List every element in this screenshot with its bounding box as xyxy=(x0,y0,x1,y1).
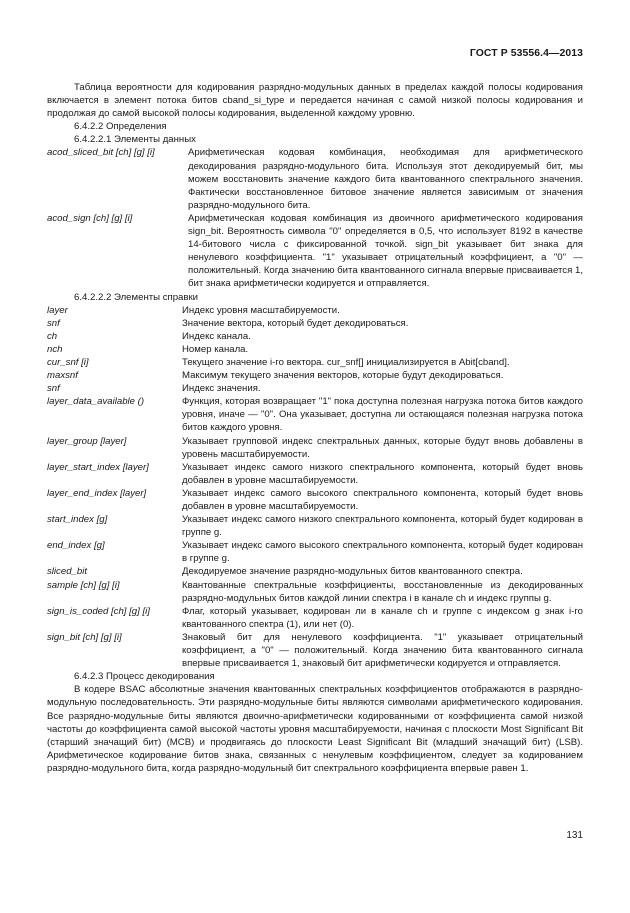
section-heading-data-elements: 6.4.2.2.1 Элементы данных xyxy=(74,134,196,146)
definition-row xyxy=(47,513,583,539)
definition-row xyxy=(47,343,583,356)
definition-text: Указывает индекс самого низкого спектрального компонента, который будет кодирован в группе g. xyxy=(182,514,583,539)
definition-text: Указывает групповой индекс спектральных данных, которые будут вновь добавлены в уровень масштабируемости. xyxy=(182,435,583,460)
definition-text: Функция, которая возвращает "1" пока доступна полезная нагрузка потока битов каждого уровня, иначе — "0". Она указывает, доступна ли остающаяся полезная нагрузка потока битов каждого уровня. xyxy=(182,396,583,434)
data-elements-list xyxy=(47,146,583,290)
section-heading-decoding-process: 6.4.2.3 Процесс декодирования xyxy=(74,671,215,683)
definition-row xyxy=(47,146,583,211)
definition-term: start_index [g] xyxy=(47,514,108,526)
definition-term: sliced_bit xyxy=(47,566,87,578)
definition-text: Указывает индекс самого высокого спектрального компонента, который будет кодирован в группе g. xyxy=(182,540,583,565)
definition-term: layer_start_index [layer] xyxy=(47,461,149,473)
page-number: 131 xyxy=(566,830,583,841)
definition-term: ch xyxy=(47,330,58,342)
definition-text: Индекс уровня масштабируемости. xyxy=(182,304,340,316)
definition-term: cur_snf [i] xyxy=(47,356,89,368)
decoding-paragraph: В кодере BSAC абсолютные значения квантованных спектральных коэффициентов отображаются в разрядно-модульную последовательность. Эти разрядно-модульные биты являются символами арифметического кодирования. Все разрядно-модульные биты являются двоично-арифметически кодированными от коэффициента самой низкой частоты до коэффициента самой высокой частоты уровня масштабируемости, начиная с плоскости Most Significant Bit (старший значащий бит) (MCB) и продвигаясь до плоскости Least Significant Bit (младший значащий бит) (LSB). Арифметическое кодирование битов знака, связанных с ненулевым коэффициентом, следует за кодированием разрядно-модульного бита, когда разрядно-модульный бит спектрального коэффициента впервые равен 1. xyxy=(47,684,583,774)
definition-text: Знаковый бит для ненулевого коэффициента. "1" указывает отрицательный коэффициент, а "0" — положительный. Когда значению бита квантованного сигнала впервые присваивается 1, знаковый бит арифметически кодируется и отправляется. xyxy=(182,631,583,670)
definition-term: layer_data_available () xyxy=(47,396,145,408)
definition-term: nch xyxy=(47,343,63,355)
definition-text: Максимум текущего значения векторов, которые будут декодироваться. xyxy=(182,370,504,382)
definition-term: snf xyxy=(47,383,60,395)
definition-text: Значение вектора, который будет декодироваться. xyxy=(182,317,409,329)
definition-term: sample [ch] [g] [i] xyxy=(47,579,120,591)
definition-row xyxy=(47,539,583,565)
definition-row xyxy=(47,330,583,343)
body-text xyxy=(47,81,583,775)
intro-paragraph: Таблица вероятности для кодирования разрядно-модульных данных в пределах каждой полосы кодирования включается в элемент потока битов cband_si_type и передается начиная с самой низкой полосы кодирования и продолжая до самой высокой полосы кодирования, выделенной каждому уровню. xyxy=(47,82,583,120)
definition-row xyxy=(47,631,583,670)
definition-text: Текущего значение i-го вектора. cur_snf[] инициализируется в Abit[cband]. xyxy=(182,356,510,368)
definition-term: maxsnf xyxy=(47,370,78,382)
definition-text: Индекс значения. xyxy=(182,383,261,395)
help-elements-list xyxy=(47,304,583,671)
definition-text: Указывает индекс самого высокого спектрального компонента, который будет вновь добавлен в уровне масштабируемости. xyxy=(182,487,583,512)
definition-row xyxy=(47,369,583,382)
definition-term: end_index [g] xyxy=(47,540,105,552)
definition-text: Декодируемое значение разрядно-модульных битов квантованного спектра. xyxy=(182,566,523,578)
definition-term: acod_sliced_bit [ch] [g] [i] xyxy=(47,147,155,159)
definition-term: layer xyxy=(47,304,68,316)
definition-row xyxy=(47,212,583,291)
definition-row xyxy=(47,605,583,631)
definition-term: layer_end_index [layer] xyxy=(47,487,147,499)
definition-row xyxy=(47,382,583,395)
definition-text: Индекс канала. xyxy=(182,330,251,342)
definition-text: Флаг, который указывает, кодирован ли в канале ch и группе с индексом g знак i-го квантованного спектра (1), или нет (0). xyxy=(182,605,583,630)
definition-row xyxy=(47,317,583,330)
definition-text: Номер канала. xyxy=(182,343,249,355)
definition-row xyxy=(47,304,583,317)
definition-term: sign_bit [ch] [g] [i] xyxy=(47,631,122,643)
definition-text: Указывает индекс самого низкого спектрального компонента, который будет вновь добавлен в уровне масштабируемости. xyxy=(182,461,583,486)
definition-term: snf xyxy=(47,317,60,329)
definition-term: sign_is_coded [ch] [g] [i] xyxy=(47,605,150,617)
definition-text: Квантованные спектральные коэффициенты, восстановленные из декодированных разрядно-модульных битов каждой линии спектра i в канале ch и индекс группы g. xyxy=(182,579,583,604)
document-header: ГОСТ Р 53556.4—2013 xyxy=(469,48,583,59)
definition-row xyxy=(47,487,583,513)
definition-term: acod_sign [ch] [g] [i] xyxy=(47,212,133,224)
definition-text: Арифметическая кодовая комбинация из двоичного арифметического кодирования sign_bit. Вероятность символа "0" определяется в 0,5, что использует 8192 в качестве 14-битового числа с фиксированной точкой. sign_bit указывает бит знака для ненулевого коэффициента. "1" указывает отрицательный коэффициент, а "0" — положительный. Когда значению бита квантованного сигнала впервые присваивается 1, бит знака арифметически кодируется и отправляется. xyxy=(188,212,583,290)
definition-row xyxy=(47,395,583,434)
section-heading-help-elements: 6.4.2.2.2 Элементы справки xyxy=(74,291,199,303)
definition-row xyxy=(47,461,583,487)
definition-row xyxy=(47,565,583,578)
definition-row xyxy=(47,356,583,369)
section-heading-definitions: 6.4.2.2 Определения xyxy=(74,121,167,133)
definition-row xyxy=(47,579,583,605)
definition-row xyxy=(47,435,583,461)
definition-text: Арифметическая кодовая комбинация, необходимая для арифметического декодирования разрядно-модульного бита. Используя этот декодируемый бит, мы можем восстановить значение каждого бита квантованного спектрального значения. Фактически восстановленное битовое значение является зависимым от значения разрядно-модульного бита. xyxy=(188,147,583,211)
definition-term: layer_group [layer] xyxy=(47,435,127,447)
